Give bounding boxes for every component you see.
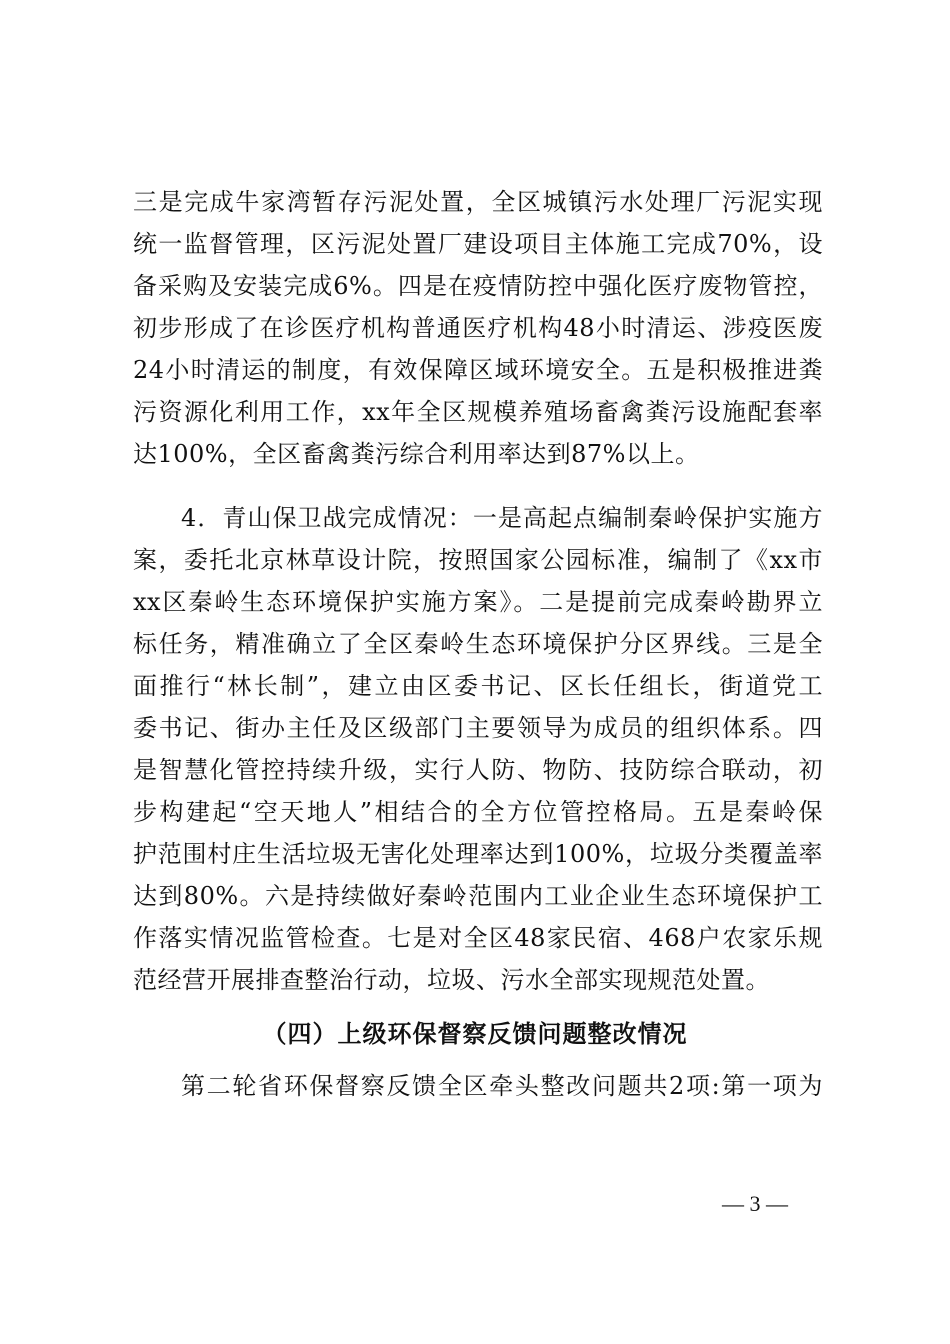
paragraph-line: 案，委托北京林草设计院，按照国家公园标准，编制了《xx市 xyxy=(133,546,823,574)
page-number: — 3 — xyxy=(722,1191,788,1216)
paragraph-line: 面推行“林长制”，建立由区委书记、区长任组长，街道党工 xyxy=(133,672,823,700)
paragraph-line: 4．青山保卫战完成情况：一是高起点编制秦岭保护实施方 xyxy=(181,504,823,532)
paragraph-line: 护范围村庄生活垃圾无害化处理率达到100%，垃圾分类覆盖率 xyxy=(133,840,823,868)
paragraph-line: 达到80%。六是持续做好秦岭范围内工业企业生态环境保护工 xyxy=(133,882,823,910)
paragraph-line: 委书记、街办主任及区级部门主要领导为成员的组织体系。四 xyxy=(133,714,823,742)
paragraph-line: 步构建起“空天地人”相结合的全方位管控格局。五是秦岭保 xyxy=(133,798,823,826)
paragraph-line: 范经营开展排查整治行动，垃圾、污水全部实现规范处置。 xyxy=(133,966,770,994)
paragraph-line: 三是完成牛家湾暂存污泥处置，全区城镇污水处理厂污泥实现 xyxy=(133,188,823,216)
section-heading: （四）上级环保督察反馈问题整改情况 xyxy=(262,1019,688,1048)
paragraph-line: 初步形成了在诊医疗机构普通医疗机构48小时清运、涉疫医废 xyxy=(133,314,823,342)
paragraph-line: 第二轮省环保督察反馈全区牵头整改问题共2项:第一项为 xyxy=(181,1072,823,1100)
paragraph-line: 标任务，精准确立了全区秦岭生态环境保护分区界线。三是全 xyxy=(133,630,823,658)
paragraph-line: 作落实情况监管检查。七是对全区48家民宿、468户农家乐规 xyxy=(133,924,823,952)
paragraph-line: 备采购及安装完成6%。四是在疫情防控中强化医疗废物管控， xyxy=(133,272,823,300)
paragraph-line: 是智慧化管控持续升级，实行人防、物防、技防综合联动，初 xyxy=(133,756,823,784)
paragraph-line: 污资源化利用工作，xx年全区规模养殖场畜禽粪污设施配套率 xyxy=(133,398,823,426)
paragraph-line: 24小时清运的制度，有效保障区域环境安全。五是积极推进粪 xyxy=(133,356,823,384)
paragraph-line: xx区秦岭生态环境保护实施方案》。二是提前完成秦岭勘界立 xyxy=(133,588,823,616)
paragraph-line: 达100%，全区畜禽粪污综合利用率达到87%以上。 xyxy=(133,440,700,468)
paragraph-line: 统一监督管理，区污泥处置厂建设项目主体施工完成70%，设 xyxy=(133,230,823,258)
